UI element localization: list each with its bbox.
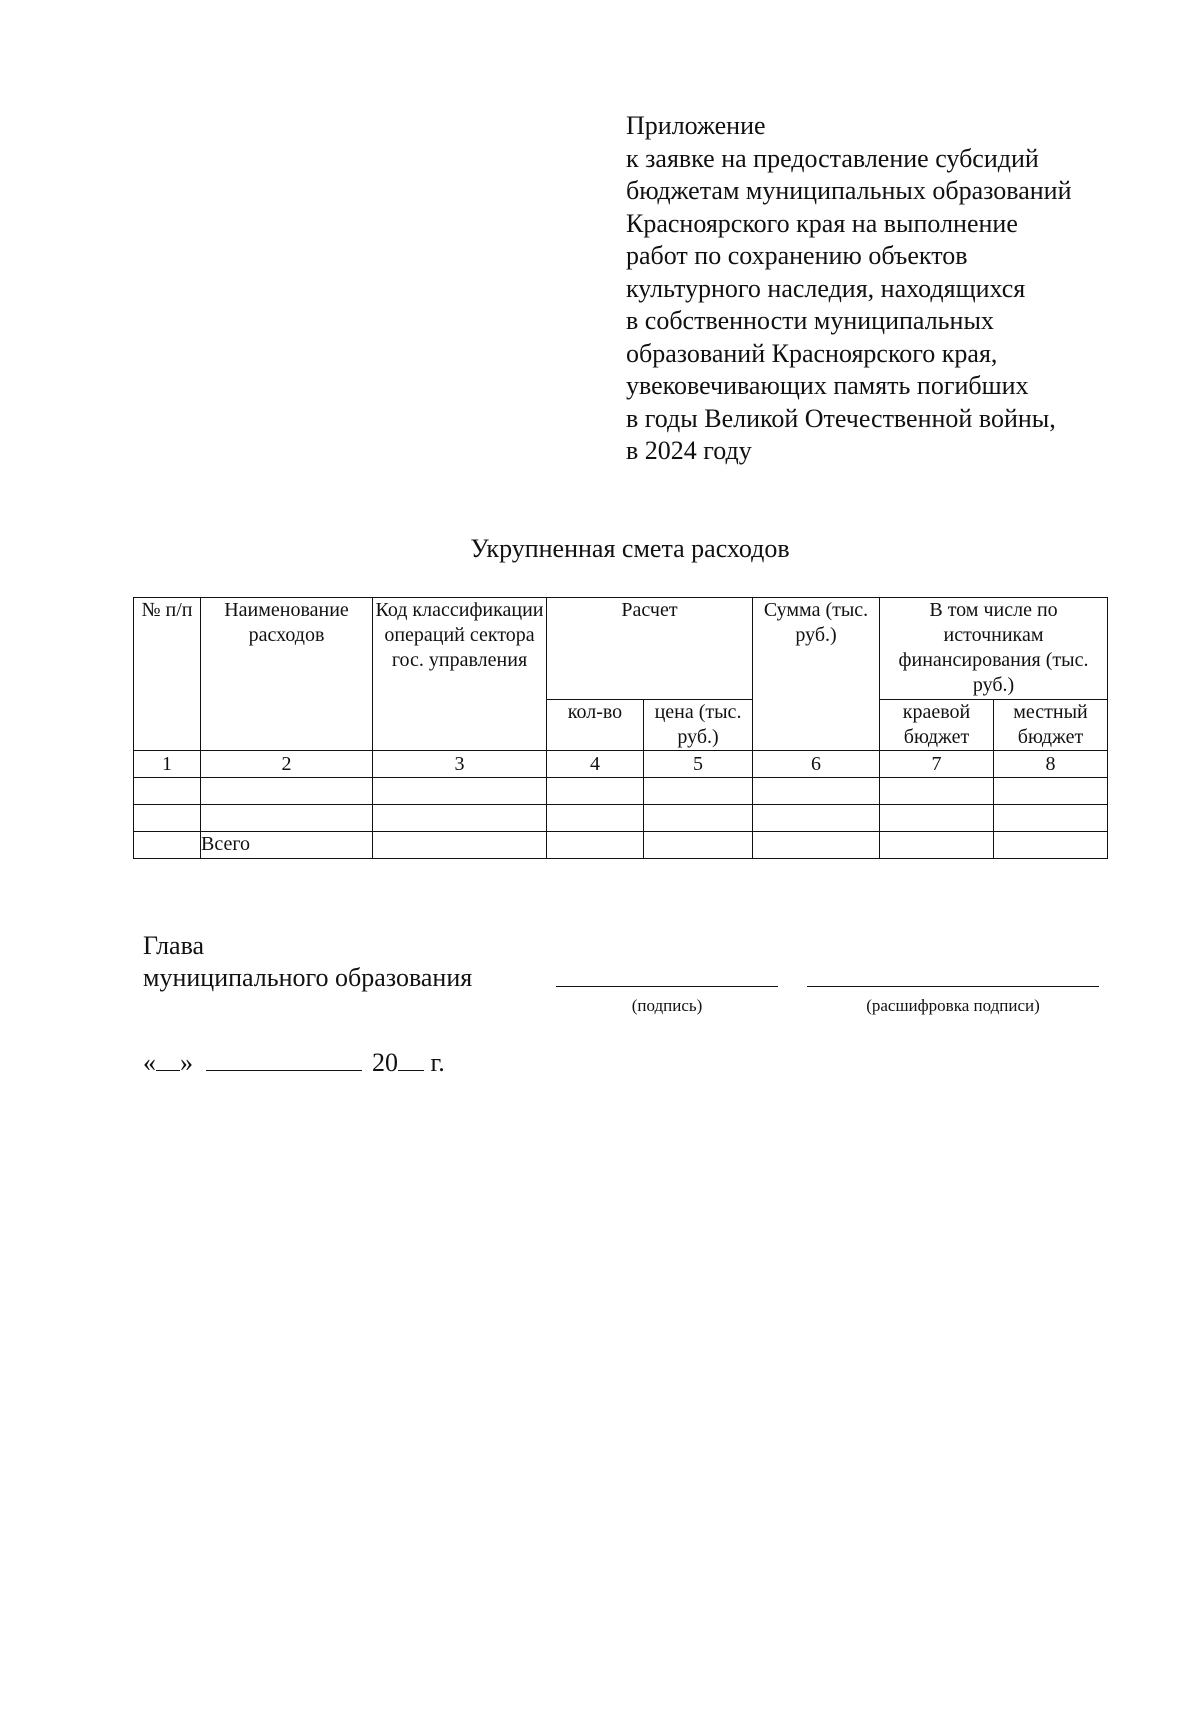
table-cell xyxy=(644,805,753,832)
column-number: 6 xyxy=(753,751,880,778)
position-line: муниципального образования xyxy=(143,963,473,992)
table-cell xyxy=(373,778,547,805)
year-suffix: г. xyxy=(430,1048,445,1077)
date-close-quote: » xyxy=(180,1048,193,1077)
table-cell xyxy=(547,805,644,832)
appendix-line: работ по сохранению объектов xyxy=(626,241,968,270)
table-cell xyxy=(753,832,880,859)
table-cell xyxy=(880,805,994,832)
signature-line xyxy=(556,986,778,987)
appendix-line: Красноярского края на выполнение xyxy=(626,208,1018,238)
month-blank xyxy=(206,1050,362,1071)
day-blank xyxy=(156,1050,180,1071)
table-cell xyxy=(201,778,373,805)
column-number: 7 xyxy=(880,751,994,778)
table-cell xyxy=(753,805,880,832)
table-cell xyxy=(644,778,753,805)
signatory-position xyxy=(143,930,472,994)
year-blank xyxy=(398,1050,424,1071)
appendix-line: бюджетам муниципальных образований xyxy=(626,176,1072,205)
header-sum: Сумма (тыс. руб.) xyxy=(753,598,880,751)
table-row xyxy=(134,778,1108,805)
header-local: местный бюджет xyxy=(994,700,1108,751)
document-title: Укрупненная смета расходов xyxy=(470,534,790,563)
appendix-line: увековечивающих память погибших xyxy=(626,371,1029,400)
header-sources: В том числе по источникам финансирования (тыс. руб.) xyxy=(880,598,1108,700)
appendix-line: образований Красноярского края, xyxy=(626,338,998,368)
table-cell xyxy=(134,832,201,859)
table-cell xyxy=(994,832,1108,859)
header-calc: Расчет xyxy=(547,598,753,700)
column-number: 1 xyxy=(134,751,201,778)
column-number: 5 xyxy=(644,751,753,778)
table-cell xyxy=(373,832,547,859)
date-line xyxy=(143,1048,445,1078)
header-qty: кол-во xyxy=(547,700,644,751)
table-cell xyxy=(994,805,1108,832)
column-number: 3 xyxy=(373,751,547,778)
table-cell xyxy=(880,832,994,859)
signature-caption: (подпись) xyxy=(631,996,703,1015)
appendix-line: культурного наследия, находящихся xyxy=(626,273,1026,303)
appendix-line: в собственности муниципальных xyxy=(626,306,994,335)
table-cell xyxy=(201,805,373,832)
table-cell xyxy=(644,832,753,859)
appendix-line: в годы Великой Отечественной войны, xyxy=(626,403,1056,433)
table-cell xyxy=(547,832,644,859)
date-open-quote: « xyxy=(143,1048,156,1077)
column-number: 2 xyxy=(201,751,373,778)
total-label: Всего xyxy=(201,832,373,859)
header-num: № п/п xyxy=(134,598,201,751)
table-header-row xyxy=(134,598,1108,700)
appendix-line: к заявке на предоставление субсидий xyxy=(626,143,1039,173)
header-price: цена (тыс. руб.) xyxy=(644,700,753,751)
year-prefix: 20 xyxy=(372,1048,398,1077)
appendix-line: Приложение xyxy=(626,111,766,140)
table-row xyxy=(134,805,1108,832)
position-line: Глава xyxy=(143,931,205,960)
header-code: Код классификации операций сектора гос. управления xyxy=(373,598,547,751)
header-regional: краевой бюджет xyxy=(880,700,994,751)
total-row xyxy=(134,832,1108,859)
signature-decoding-line xyxy=(807,986,1099,987)
table-cell xyxy=(880,778,994,805)
column-number: 4 xyxy=(547,751,644,778)
appendix-block xyxy=(626,110,1186,468)
column-number-row xyxy=(134,751,1108,778)
appendix-line: в 2024 году xyxy=(626,436,752,465)
column-number: 8 xyxy=(994,751,1108,778)
table-cell xyxy=(134,778,201,805)
table-cell xyxy=(753,778,880,805)
signature-decoding-caption: (расшифровка подписи) xyxy=(866,996,1040,1015)
table-cell xyxy=(373,805,547,832)
header-name: Наименование расходов xyxy=(201,598,373,751)
table-cell xyxy=(547,778,644,805)
table-cell xyxy=(994,778,1108,805)
estimate-table xyxy=(133,597,1108,859)
table-cell xyxy=(134,805,201,832)
